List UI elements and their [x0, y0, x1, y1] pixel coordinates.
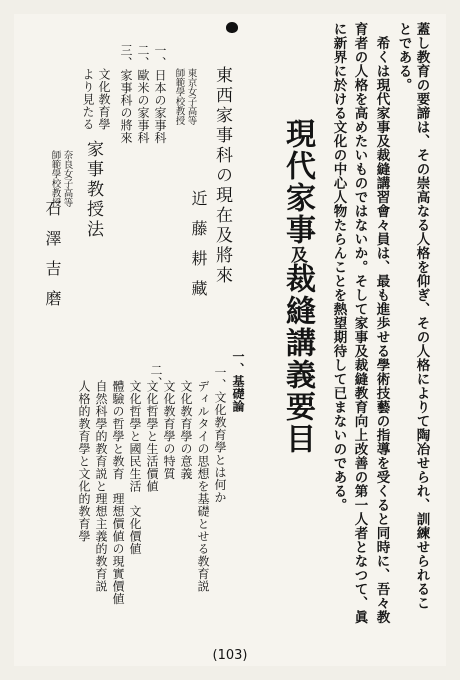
intro-line-5: に新界に於ける文化の中心人物たらんことを熱望期待して已まないのである。 [330, 22, 347, 512]
lecture1-affiliation-1: 東京女子高等 [185, 68, 197, 125]
main-title-part2: 裁縫講義要目 [280, 263, 315, 455]
section1-item: 人格的教育學と文化的教育學 [77, 380, 91, 543]
section1-heading: 一、基礎論 [231, 350, 245, 413]
lecture1-topic: 一、日本の家事科 [153, 44, 167, 144]
section1-item: 自然科學的教育説と理想主義的教育説 [94, 380, 108, 593]
section1-item: 文化教育學の意義 [179, 380, 193, 480]
lecture1-title: 東西家事科の現在及將來 [212, 66, 232, 286]
lecture2-title-line1: 文化教育學 [97, 68, 111, 131]
lecture2-lecturer: 石澤吉磨 [43, 200, 62, 320]
page-number: (103) [212, 648, 248, 663]
main-title-connector: 及 [287, 246, 307, 263]
lecture2-affiliation-1: 奈良女子高等 [61, 150, 73, 207]
section1-item: 文化教育學の特質 [162, 380, 176, 480]
section1-item2-marker: 二、 [149, 364, 163, 389]
lecture1-topic: 二、歐米の家事科 [136, 44, 150, 144]
section1-item: 一、文化教育學とは何か [213, 366, 227, 504]
main-title-part1: 現代家事 [280, 118, 315, 246]
main-title [280, 118, 315, 455]
lecture1-affiliation-2: 師範學校教授 [173, 68, 185, 125]
intro-line-2: とである。 [395, 22, 412, 92]
section1-item: 文化哲學と國民生活 文化價値 [128, 380, 142, 555]
section1-item: 文化哲學と生活價値 [145, 380, 159, 493]
section-ornament [226, 22, 238, 33]
intro-line-1: 蓋し教育の要諦は、その崇高なる人格を仰ぎ、その人格によりて陶冶せられ、訓練せられるこ [413, 22, 430, 610]
lecture2-title-line2: より見たる [81, 68, 95, 131]
lecture1-lecturer: 近藤耕藏 [189, 190, 208, 310]
intro-line-4: 育者の人格を高めたいものではないか。そして家事及裁縫教育向上改善の第一人者となつて、眞 [351, 22, 368, 624]
intro-line-3: 希くは現代家事及裁縫講習會々員は、最も進歩せる學術技藝の指導を受くると同時に、吾々教 [373, 36, 390, 624]
section1-item: ディルタイの思想を基礎とせる教育説 [196, 380, 210, 593]
lecture2-affiliation-2: 師範學校教授 [49, 150, 61, 207]
section1-item: 體驗の哲學と教育 理想價値の現實價値 [111, 380, 125, 605]
lecture1-topic: 三、家事科の將來 [119, 44, 133, 144]
lecture2-title-main: 家事教授法 [83, 140, 103, 240]
